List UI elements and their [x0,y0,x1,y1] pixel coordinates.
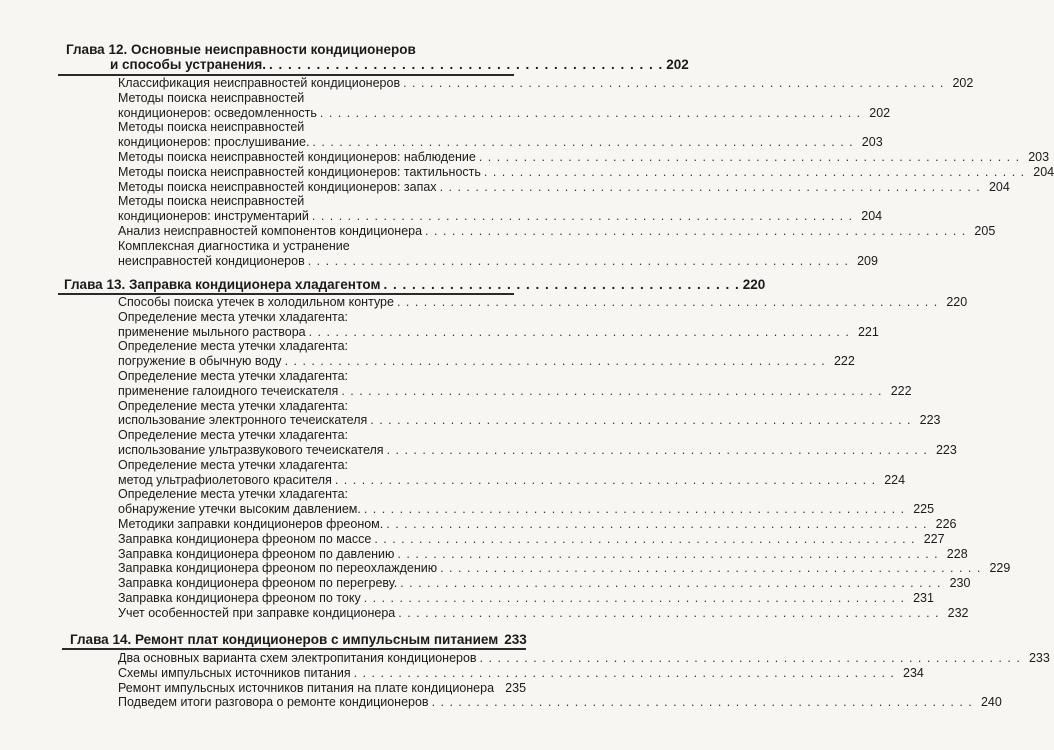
toc-entry-page-number: 228 [946,546,968,561]
toc-entry-page-number: 229 [989,561,1011,576]
toc-entry[interactable] [118,295,968,310]
toc-entry[interactable] [118,651,1050,666]
toc-entry-last-line [118,546,968,562]
toc-entry-page-number: 205 [974,223,996,238]
toc-entry[interactable] [118,665,924,681]
dot-leader: . . . . . . . . . . . . . . . . . . . . . . . . . . . . . . . . . . . . . . . . . . . . . . . . . . . . . . . . . . . . . [425,223,967,238]
toc-entry-text: Определение места утечки хладагента: [118,309,349,324]
dot-leader: . . . . . . . . . . . . . . . . . . . . . . . . . . . . . . . . . . . . . . . . . . . . . . . . . . . . . . . . . . . . . [353,665,895,680]
toc-entry-page-number: 235 [505,680,527,695]
toc-entry-page-number: 224 [884,472,906,487]
toc-entry[interactable] [118,561,1011,576]
toc-entry-text: Ремонт импульсных источников питания на плате кондиционера [118,680,495,695]
dot-leader: . . . . . . . . . . . . . . . . . . . . . . . . . . . . . . . . . . . . . . . . . . . . . . . . . . . . . . . . . . . . . [311,209,854,224]
toc-entry-page-number: 232 [947,605,969,620]
chapter-title-text: Глава 14. Ремонт плат кондиционеров с импульсным питанием [70,632,499,647]
toc-entry-last-line [118,149,1050,165]
chapter-title-text: Глава 13. Заправка кондиционера хладагентом [64,277,381,292]
chapter-title-line1 [64,277,766,292]
toc-entry-last-line [118,516,957,532]
toc-entry-last-line [118,472,906,488]
dot-leader: . . . . . . . . . . . . . . . . . . . . . . . . . . . . . . . . . . . . . . . . . . . . . . . . . . . . . . . . . . . . . [370,413,912,428]
toc-entry-text: Способы поиска утечек в холодильном контуре [118,295,394,309]
toc-entry[interactable] [118,605,969,621]
toc-entry-page-number: 209 [857,253,878,268]
toc-entry-page-number: 204 [988,179,1010,194]
toc-entry[interactable] [118,120,883,150]
dot-leader: . . . . . . . . . . . . . . . . . . . . . . . . . . . . . . . . . . . . . . . . . . . . . . . . . . . . . . . . . . . . . [400,576,942,591]
toc-entry-last-line [118,531,945,547]
toc-entry-page-number: 231 [913,590,934,605]
toc-entry-text: Подведем итоги разговора о ремонте кондиционеров [118,695,429,710]
toc-entry-text: Заправка кондиционера фреоном по переохлаждению [118,561,438,576]
dot-leader: . . . . . . . . . . . . . . . . . . . . . . . . . . . . . . . . . . . . . . . . . . . . . . . . . . . . . . . . . . . . . [440,561,982,576]
toc-entry-last-line [118,253,878,269]
toc-entry[interactable] [118,90,891,121]
toc-entry-text: Определение места утечки хладагента: [118,457,349,472]
dot-leader: . . . . . . . . . . . . . . . . . . . . . . . . . . . . . . . . . . . . . . . . . . . . . . . . . . . . . . . . . . . . . [397,546,939,561]
toc-entry-text: Определение места утечки хладагента: [118,368,349,383]
toc-entry-page-number: 227 [923,531,945,546]
toc-entry-text: Учет особенностей при заправке кондиционера [118,605,396,620]
toc-entry[interactable] [118,428,957,458]
toc-entry-text: кондиционеров: осведомленность [118,105,317,120]
toc-entry[interactable] [118,368,912,399]
toc-entry-last-line [118,179,1010,195]
chapter-page-number: 202 [666,57,689,72]
dot-leader: . . . . . . . . . . . . . . . . . . . . . . . . . . . . . . . . . . . . . . . . . . . . . . . . . . . . . . . . . . . . . [363,590,905,605]
toc-entry-text: погружение в обычную воду [118,354,282,369]
chapter-title-line1: Глава 12. Основные неисправности кондиционеров [66,42,416,57]
dot-leader: . . . . . . . . . . . . . . . . . . . . . . . . . . . . . . . . . . . . . . . . . . . . . . . . . . . . . . . . . . . . . [483,164,1026,179]
toc-entry-last-line [118,561,1011,576]
toc-entry-text: Определение места утечки хладагента: [118,339,349,354]
toc-entry-text: Методы поиска неисправностей [118,90,305,105]
toc-entry-text: метод ультрафиолетового красителя [118,472,332,487]
toc-entry-last-line [118,105,891,121]
toc-entry-page-number: 230 [949,576,971,591]
toc-entry[interactable] [118,339,855,369]
toc-entry-last-line [118,605,969,621]
toc-entry[interactable] [118,398,941,429]
toc-entry-last-line [118,295,968,310]
toc-entry-page-number: 226 [935,516,957,531]
toc-entry-text: Заправка кондиционера фреоном по перегреву. [118,576,398,591]
toc-entry-page-number: 204 [861,209,883,224]
toc-entry-text: кондиционеров: инструментарий [118,209,309,224]
toc-entry-text: неисправностей кондиционеров [118,253,305,268]
toc-entry-text: Заправка кондиционера фреоном по массе [118,531,372,546]
toc-entry-last-line [118,695,1002,710]
toc-entry-page-number: 221 [857,324,879,339]
toc-entry-page-number: 203 [1028,149,1050,164]
toc-entry-text: применение галоидного течеискателя [118,383,339,398]
toc-entry-last-line [118,413,941,428]
toc-entry[interactable] [118,164,1054,180]
dot-leader: . . . . . . . . . . . . . . . . . . . . . . . . . . . . . . . . . . . . . . . . . . . . . . . . . . . . . . . . . . . . . [319,105,862,120]
toc-entry-text: Методы поиска неисправностей кондиционеров: запах [118,179,437,194]
toc-entry-text: Определение места утечки хладагента: [118,487,349,502]
toc-entry-page-number: 202 [952,76,974,90]
toc-entry[interactable] [118,681,526,696]
toc-entry[interactable] [118,309,879,340]
chapter-12-heading [64,42,689,72]
toc-entry[interactable] [118,149,1050,165]
dot-leader: . . . . . . . . . . . . . . . . . . . . . . . . . . . . . . . . . . . . . . . . . . . . . . . . . . . . . . . . . . . . . [403,76,945,90]
toc-entry-last-line [118,502,935,517]
toc-entry-page-number: 233 [1028,651,1050,665]
toc-entry-text: Определение места утечки хладагента: [118,398,349,413]
chapter-14-heading [70,632,527,647]
dot-leader: . . . . . . . . . . . . . . . . . . . . . . . . . . . . . . . . . . . . . . . . . . . . . . . . . . . . . . . . . . . . . [284,354,826,369]
toc-entry[interactable] [118,223,996,239]
toc-entry-text: кондиционеров: прослушивание. [118,135,310,150]
toc-entry-page-number: 225 [913,502,935,517]
toc-entry-page-number: 240 [980,695,1002,710]
toc-entry[interactable] [118,487,935,517]
toc-entry[interactable] [118,590,934,606]
toc-entry-text: использование ультразвукового течеискателя [118,442,384,457]
toc-entry-text: Заправка кондиционера фреоном по току [118,590,361,605]
toc-entry-last-line [118,354,855,369]
toc-entry[interactable] [118,546,968,562]
toc-entry-page-number: 204 [1033,164,1054,179]
toc-entry[interactable] [118,179,1010,195]
toc-entry-text: применение мыльного раствора [118,324,306,339]
toc-entry-text: Заправка кондиционера фреоном по давлению [118,546,395,561]
chapter-13-entries [118,295,1011,621]
dot-leader: . . . . . . . . . . . . . . . . . . . . . . . . . . . . . . . . . . . . . . . . . . . . . . . . . . . . . . . . . . . . . [341,383,883,398]
dot-leader: . . . . . . . . . . . . . . . . . . . . . . . . . . . . . . . . . . . . . . . . . . [268,57,664,72]
toc-entry-last-line [118,681,526,696]
dot-leader: . . . . . . . . . . . . . . . . . . . . . . . . . . . . . . . . . . . . . . . . . . . . . . . . . . . . . . . . . . . . . [431,695,973,710]
toc-entry-text: Анализ неисправностей компонентов кондиционера [118,223,423,238]
dot-leader: . . . . . . . . . . . . . . . . . . . . . . . . . . . . . . . . . . . . . . . . . . . . . . . . . . . . . . . . . . . . . [363,502,906,517]
toc-entry[interactable] [118,194,883,224]
chapter-title-line2 [64,57,689,72]
chapter-title-line1 [70,632,527,647]
toc-entry-last-line [118,442,957,458]
chapter-page-number: 220 [742,277,766,292]
toc-entry-last-line [118,209,883,224]
toc-entry-page-number: 222 [890,383,912,398]
toc-entry-text: Методы поиска неисправностей [118,194,305,209]
toc-entry-last-line [118,135,883,150]
toc-entry[interactable] [118,76,974,91]
toc-entry[interactable] [118,457,906,488]
toc-entry-page-number: 220 [946,295,968,309]
toc-entry-text: обнаружение утечки высоким давлением. [118,502,361,517]
toc-entry[interactable] [118,576,971,591]
toc-entry-page-number: 222 [833,354,855,369]
toc-entry-last-line [118,164,1054,180]
toc-entry-last-line [118,576,971,591]
toc-entry[interactable] [118,531,945,547]
dot-leader: . . . . . . . . . . . . . . . . . . . . . . . . . . . . . . . . . . . . . . . . . . . . . . . . . . . . . . . . . . . . . [374,531,916,546]
chapter-page-number: 233 [504,632,527,647]
toc-entry-text: Классификация неисправностей кондиционеров [118,76,401,90]
toc-entry-text: использование электронного течеискателя [118,413,368,428]
chapter-14-entries [118,651,1050,710]
toc-entry-page-number: 202 [869,105,891,120]
toc-entry-text: Схемы импульсных источников питания [118,665,351,680]
dot-leader: . . . . . . . . . . . . . . . . . . . . . . . . . . . . . . . . . . . . . . . . . . . . . . . . . . . . . . . . . . . . . [398,605,940,620]
toc-entry[interactable] [118,238,878,269]
toc-entry-text: Методы поиска неисправностей [118,120,305,135]
toc-entry-last-line [118,76,974,91]
toc-entry-text: Комплексная диагностика и устранение [118,238,350,253]
dot-leader: . . . . . . . . . . . . . . . . . . . . . . . . . . . . . . . . . . . . . . . . . . . . . . . . . . . . . . . . . . . . . [479,651,1021,665]
dot-leader: . . . . . . . . . . . . . . . . . . . . . . . . . . . . . . . . . . . . . . . . . . . . . . . . . . . . . . . . . . . . . [334,472,877,487]
toc-entry-last-line [118,651,1050,666]
toc-entry-last-line [118,665,924,681]
toc-entry-last-line [118,324,879,340]
toc-entry-text: Определение места утечки хладагента: [118,428,349,443]
dot-leader: . . . . . . . . . . . . . . . . . . . . . . . . . . . . . . . . . . . . . . . . . . . . . . . . . . . . . . . . . . . . . [308,324,850,339]
toc-entry-page-number: 223 [919,413,941,428]
toc-entry-text: Два основных варианта схем электропитания кондиционеров [118,651,477,665]
chapter-13-heading [64,277,766,292]
dot-leader: . . . . . . . . . . . . . . . . . . . . . . . . . . . . . . . . . . . . . . . . . . . . . . . . . . . . . . . . . . . . . [386,516,928,531]
toc-entry[interactable] [118,516,957,532]
toc-entry-text: Методики заправки кондиционеров фреоном. [118,516,384,531]
toc-entry-text: Методы поиска неисправностей кондиционеров: тактильность [118,164,481,179]
dot-leader: . . . . . . . . . . . . . . . . . . . . . . . . . . . . . . . . . . . . . . . . . . . . . . . . . . . . . . . . . . . . . [478,149,1021,164]
dot-leader: . . . . . . . . . . . . . . . . . . . . . . . . . . . . . . . . . . . . . . . . . . . . . . . . . . . . . . . . . . . . . [439,179,981,194]
dot-leader: . . . . . . . . . . . . . . . . . . . . . . . . . . . . . . . . . . . . . . . . . . . . . . . . . . . . . . . . . . . . . [396,295,939,309]
toc-entry-last-line [118,590,934,606]
chapter-rule [62,648,526,650]
dot-leader: . . . . . . . . . . . . . . . . . . . . . . . . . . . . . . . . . . . . . . . . . . . . . . . . . . . . . . . . . . . . . [307,253,849,268]
toc-entry[interactable] [118,695,1002,710]
toc-entry-last-line [118,223,996,239]
chapter-12-entries [118,76,1054,268]
toc-entry-page-number: 234 [903,665,924,680]
toc-entry-page-number: 223 [935,442,957,457]
dot-leader: . . . . . . . . . . . . . . . . . . . . . . . . . . . . . . . . . . . . . . . . . . . . . . . . . . . . . . . . . . . . . [386,442,928,457]
toc-entry-page-number: 203 [861,135,883,150]
toc-entry-text: Методы поиска неисправностей кондиционеров: наблюдение [118,149,476,164]
dot-leader: . . . . . . . . . . . . . . . . . . . . . . . . . . . . . . . . . . . . . . . . . . . . . . . . . . . . . . . . . . . . . [312,135,854,150]
toc-entry-last-line [118,383,912,399]
dot-leader: . . . . . . . . . . . . . . . . . . . . . . . . . . . . . . . . . . . . . . [383,277,740,292]
chapter-title-text: и способы устранения. [110,57,266,72]
